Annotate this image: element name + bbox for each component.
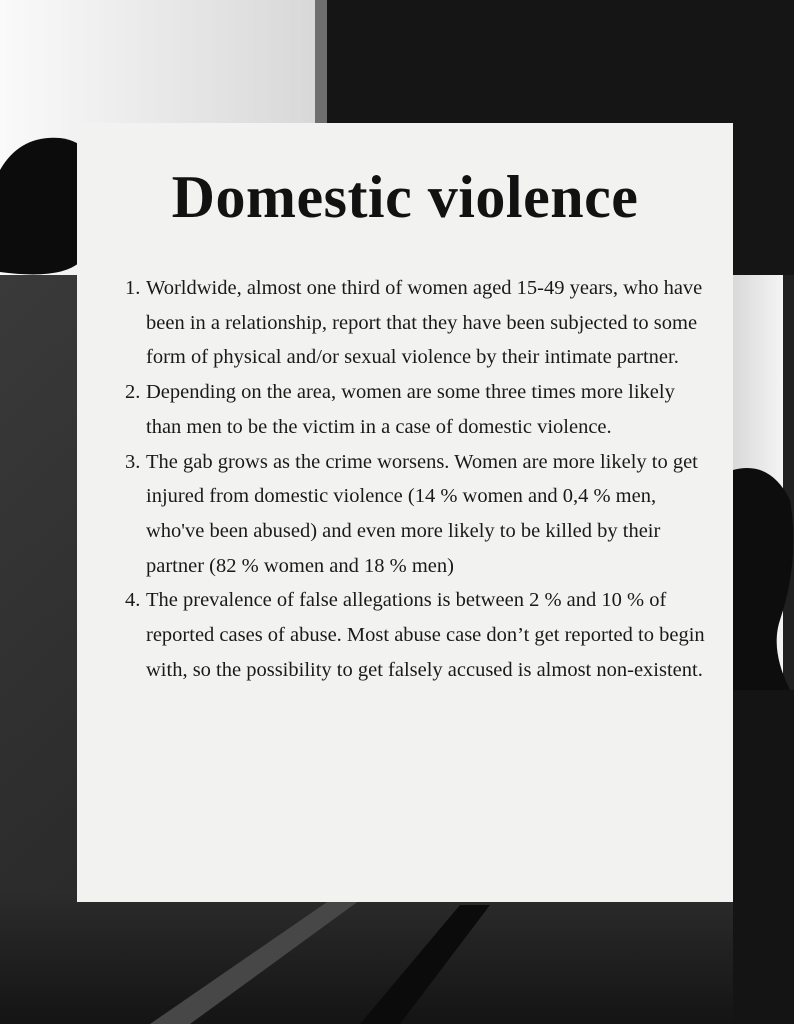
list-item (125, 583, 705, 687)
facts-list (125, 271, 705, 687)
list-item (125, 445, 705, 584)
page-title: Domestic violence (171, 164, 639, 230)
list-item-text: Worldwide, almost one third of women aged 15-49 years, who have been in a relationship, report that they have been subjected to some form of physical and/or sexual violence by their intimate partner. (146, 277, 703, 369)
list-item (125, 375, 705, 444)
info-card (77, 123, 733, 902)
list-item-text: The prevalence of false allegations is between 2 % and 10 % of reported cases of abuse. Most abuse case don’t get reported to begin with, so the possibility to get falsely accused is almost non-existent. (146, 589, 705, 681)
list-item-text: Depending on the area, women are some three times more likely than men to be the victim in a case of domestic violence. (146, 381, 675, 438)
list-item-number: 4. (125, 589, 141, 612)
list-item-number: 2. (125, 381, 141, 404)
list-item-number: 3. (125, 450, 141, 473)
list-item-text: The gab grows as the crime worsens. Women are more likely to get injured from domestic violence (14 % women and 0,4 % men, who've been abused) and even more likely to be killed by their partner (82 % women and 18 % men) (146, 450, 698, 577)
list-item (125, 271, 705, 375)
list-item-number: 1. (125, 277, 141, 299)
